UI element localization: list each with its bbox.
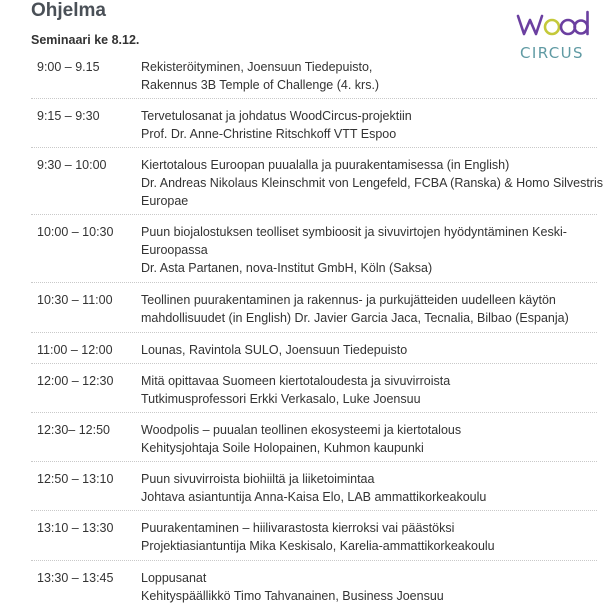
- schedule-description-line: Dr. Asta Partanen, nova-Institut GmbH, Köln (Saksa): [141, 261, 433, 275]
- schedule-description: [141, 156, 603, 210]
- schedule-description-line: Dr. Andreas Nikolaus Kleinschmit von Lengefeld, FCBA (Ranska) & Homo Silvestris: [141, 176, 603, 190]
- schedule-description-line: Prof. Dr. Anne-Christine Ritschkoff VTT Espoo: [141, 127, 397, 141]
- woodcircus-logo: [515, 8, 595, 64]
- schedule-description-line: Kehitysjohtaja Soile Holopainen, Kuhmon kaupunki: [141, 441, 424, 455]
- schedule-description-line: Mitä opittavaa Suomeen kiertotaloudesta ja sivuvirroista: [141, 374, 451, 388]
- row-divider: [31, 560, 597, 561]
- schedule-description-line: Rakennus 3B Temple of Challenge (4. krs.): [141, 78, 380, 92]
- schedule-time: 9:15 – 9:30: [37, 109, 100, 123]
- schedule-description-line: Tutkimusprofessori Erkki Verkasalo, Luke Joensuu: [141, 392, 421, 406]
- schedule-description-line: Johtava asiantuntija Anna-Kaisa Elo, LAB ammattikorkeakoulu: [141, 490, 487, 504]
- schedule-description-line: Projektiasiantuntija Mika Keskisalo, Karelia-ammattikorkeakoulu: [141, 539, 495, 553]
- schedule-time: 13:30 – 13:45: [37, 571, 114, 585]
- schedule-time: 12:30– 12:50: [37, 423, 110, 437]
- schedule-description: [141, 223, 581, 277]
- schedule-description: [141, 372, 581, 408]
- schedule-description: [141, 470, 581, 506]
- schedule-description-line: mahdollisuudet (in English) Dr. Javier Garcia Jaca, Tecnalia, Bilbao (Espanja): [141, 311, 569, 325]
- schedule-description-line: Tervetulosanat ja johdatus WoodCircus-projektiin: [141, 109, 412, 123]
- schedule-description-line: Woodpolis – puualan teollinen ekosysteemi ja kiertotalous: [141, 423, 462, 437]
- row-divider: [31, 147, 597, 148]
- schedule-description: [141, 519, 581, 555]
- logo-circus-text: CIRCUS: [520, 44, 584, 62]
- schedule-time: 12:50 – 13:10: [37, 472, 114, 486]
- schedule-description-line: Teollinen puurakentaminen ja rakennus- ja purkujätteiden uudelleen käytön: [141, 293, 556, 307]
- schedule-description-line: Kiertotalous Euroopan puualalla ja puurakentamisessa (in English): [141, 158, 510, 172]
- schedule-time: 12:00 – 12:30: [37, 374, 114, 388]
- row-divider: [31, 98, 597, 99]
- row-divider: [31, 214, 597, 215]
- schedule-description: [141, 107, 581, 143]
- row-divider: [31, 332, 597, 333]
- schedule-description: [141, 421, 581, 457]
- wood-logo-mark: [515, 8, 595, 46]
- schedule-description-line: Euroopassa: [141, 243, 208, 257]
- row-divider: [31, 510, 597, 511]
- seminar-date-heading: Seminaari ke 8.12.: [31, 33, 140, 47]
- row-divider: [31, 412, 597, 413]
- schedule-description-line: Puun sivuvirroista biohiiltä ja liiketoimintaa: [141, 472, 375, 486]
- row-divider: [31, 363, 597, 364]
- schedule-description-line: Puurakentaminen – hiilivarastosta kierroksi vai päästöksi: [141, 521, 455, 535]
- schedule-description-line: Kehityspäällikkö Timo Tahvanainen, Business Joensuu: [141, 589, 444, 603]
- schedule-description-line: Lounas, Ravintola SULO, Joensuun Tiedepuisto: [141, 343, 408, 357]
- schedule-time: 13:10 – 13:30: [37, 521, 114, 535]
- schedule-time: 10:30 – 11:00: [37, 293, 113, 307]
- schedule-time: 10:00 – 10:30: [37, 225, 114, 239]
- schedule-time: 9:00 – 9.15: [37, 60, 100, 74]
- schedule-description: [141, 291, 581, 327]
- schedule-description: [141, 569, 581, 605]
- schedule-description-line: Loppusanat: [141, 571, 207, 585]
- page-title: Ohjelma: [31, 0, 106, 21]
- row-divider: [31, 461, 597, 462]
- row-divider: [31, 282, 597, 283]
- schedule-description-line: Puun biojalostuksen teolliset symbioosit ja sivuvirtojen hyödyntäminen Keski-: [141, 225, 567, 239]
- schedule-description-line: Rekisteröityminen, Joensuun Tiedepuisto,: [141, 60, 373, 74]
- schedule-time: 9:30 – 10:00: [37, 158, 107, 172]
- schedule-description: [141, 58, 581, 94]
- schedule-description-line: Europae: [141, 194, 189, 208]
- schedule-time: 11:00 – 12:00: [37, 343, 113, 357]
- schedule-description: [141, 341, 581, 359]
